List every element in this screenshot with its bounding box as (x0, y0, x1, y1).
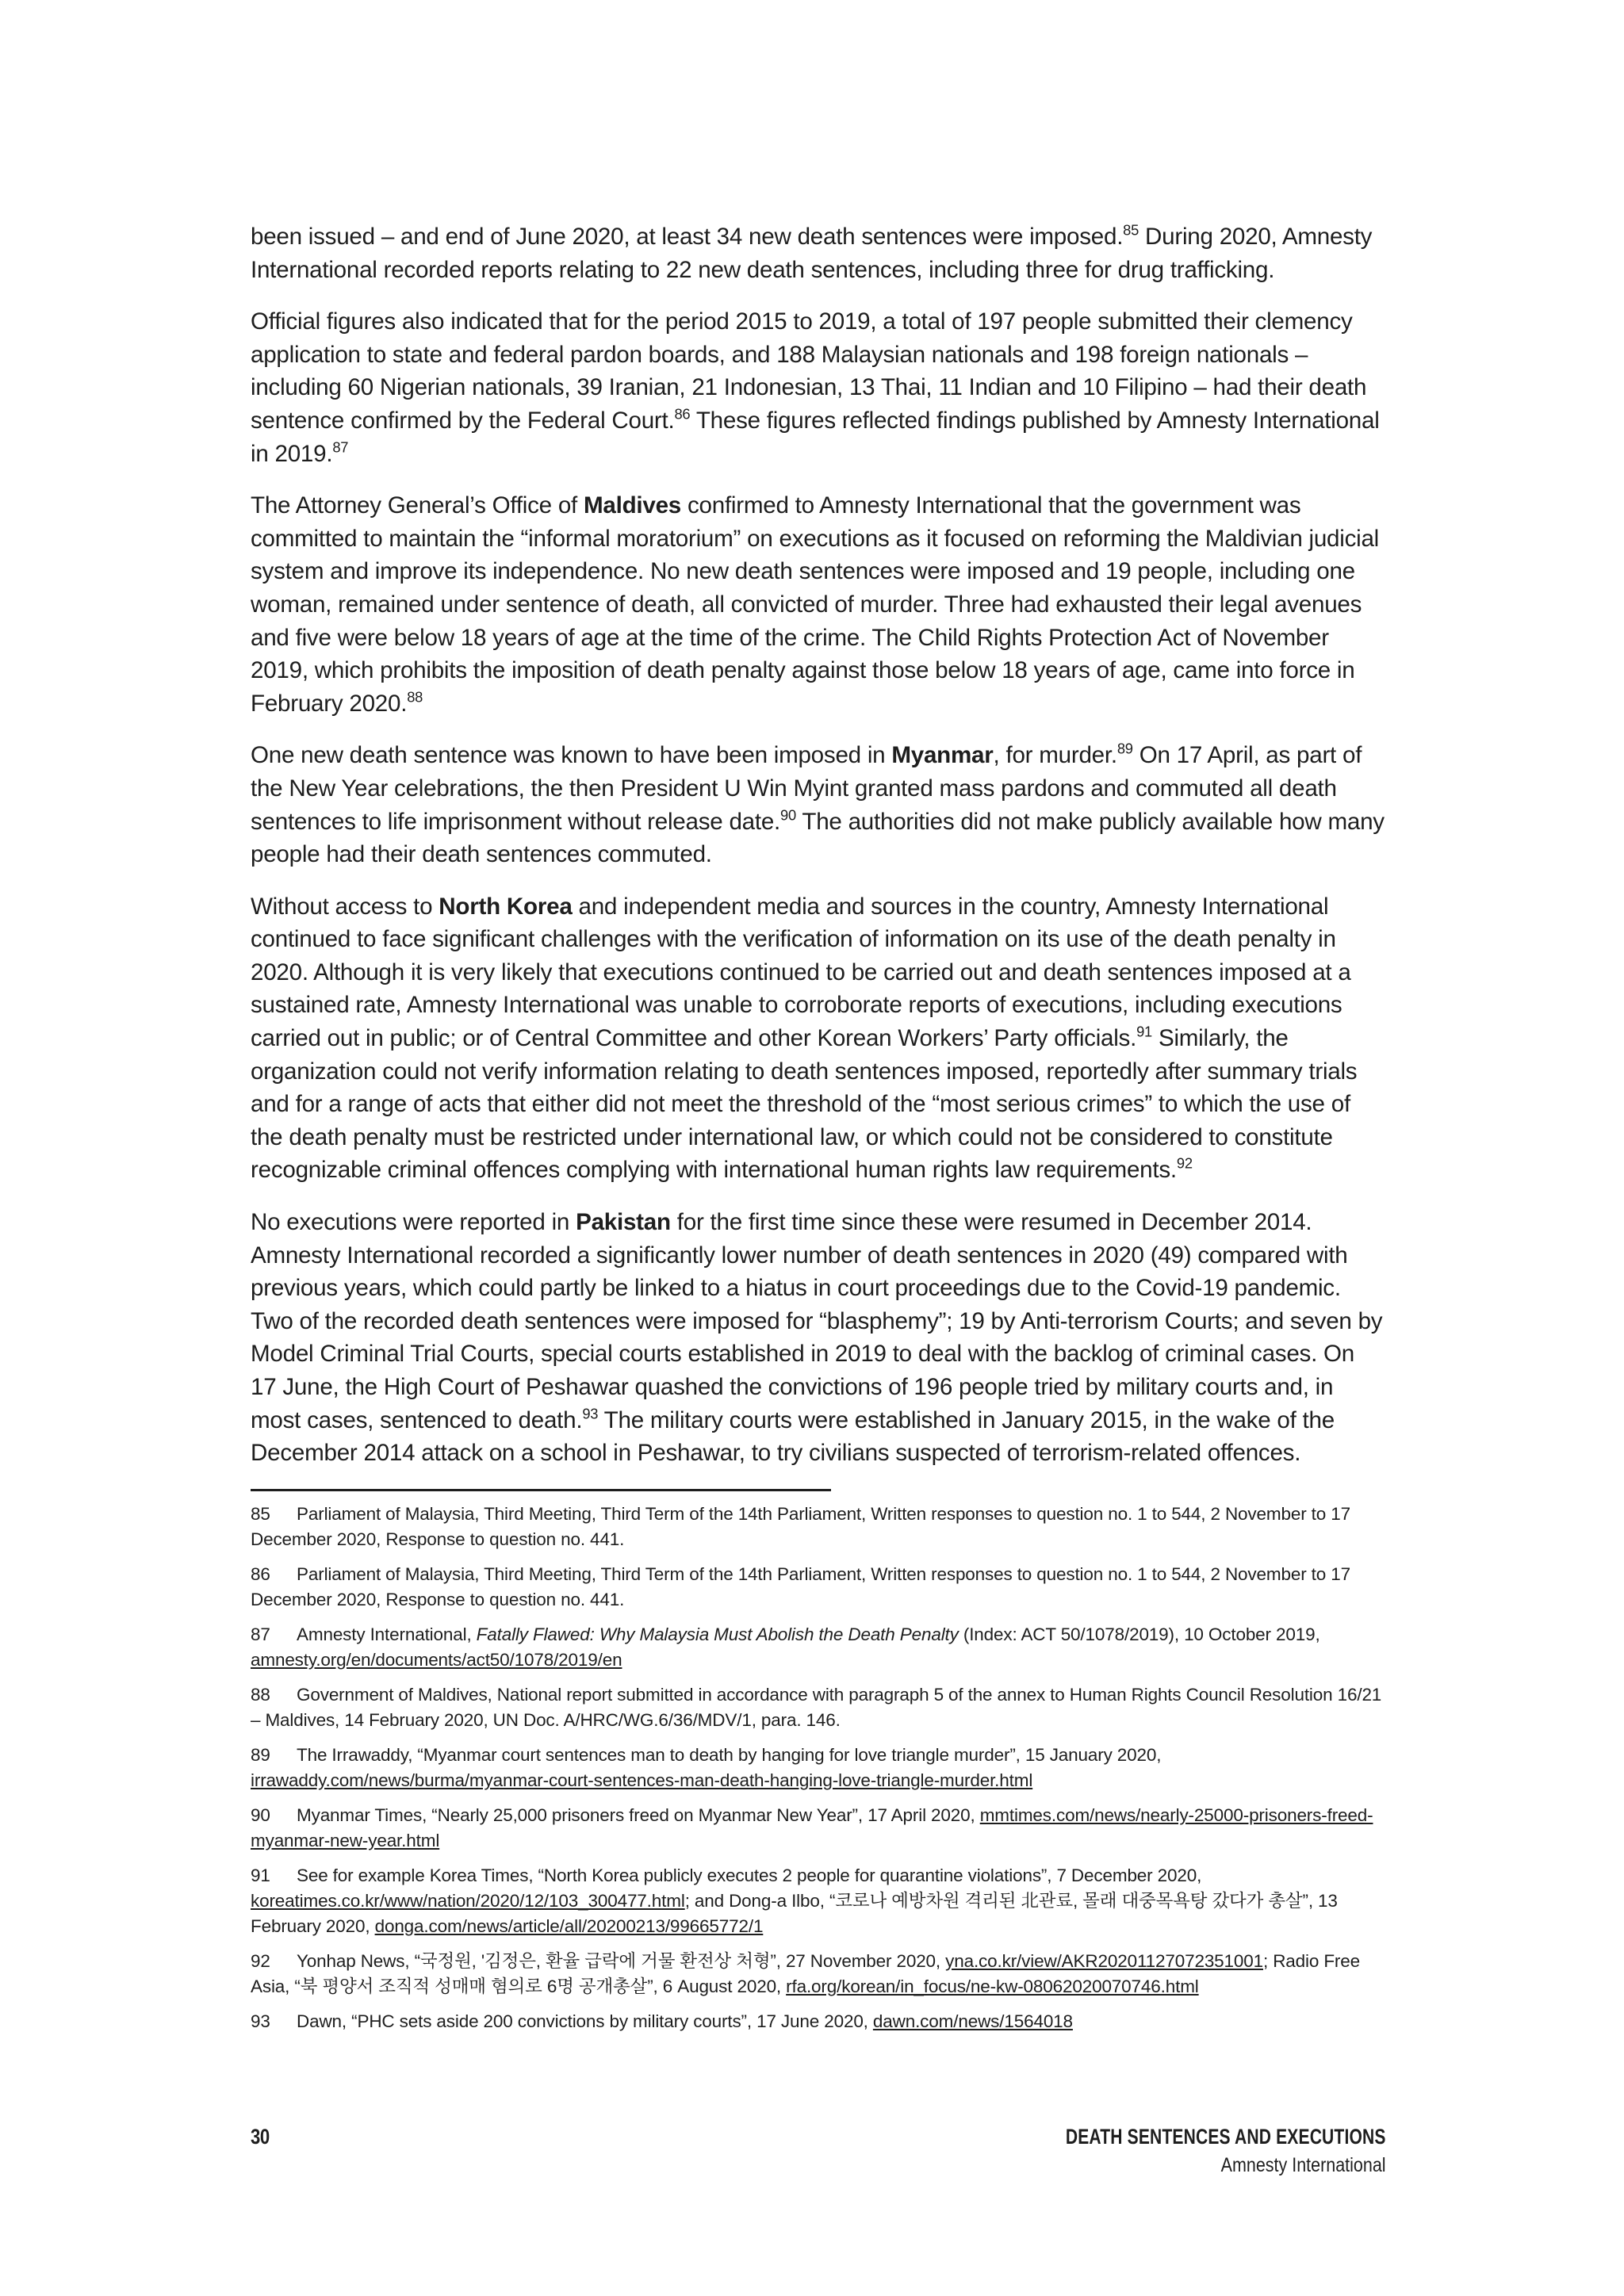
paragraph-myanmar: One new death sentence was known to have been imposed in Myanmar, for murder.$^{89}$ On 17 April, as part of the New Year celebrations, the then President U Win Myint granted mass pardons and commuted all death sentences to life imprisonment without release date.$^{90}$ The authorities did not make publicly available how many people had their death sentences commuted. (251, 740, 1385, 868)
footnotes-section (251, 1502, 1386, 2044)
footnote-ref-92[interactable]: 92 (1176, 1155, 1193, 1173)
footnote-number: 89 (251, 1745, 270, 1765)
footnote-87: 87 Amnesty International, Fatally Flawed: Why Malaysia Must Abolish the Death Penalty (Index: ACT 50/1078/2019), 10 October 2019, amnesty.org/en/documents/act50/1078/2019/en (251, 1622, 1386, 1673)
report-title-italic: Fatally Flawed: Why Malaysia Must Abolish the Death Penalty (476, 1624, 959, 1644)
country-maldives: Maldives (584, 492, 682, 519)
footnote-ref-93[interactable]: 93 (582, 1405, 599, 1422)
paragraph-north-korea: Without access to North Korea and independent media and sources in the country, Amnesty International continued to face significant challenges with the verification of information on its use of the death penalty in 2020. Although it is very likely that executions continued to be carried out and death sentences imposed at a sustained rate, Amnesty International was unable to corroborate reports of executions, including executions carried out in public; or of Central Committee and other Korean Workers’ Party officials.$^{91}$ Similarly, the organization could not verify information relating to death sentences imposed, reportedly after summary trials and for a range of acts that either did not meet the threshold of the “most serious crimes” to which the use of the death penalty must be restricted under international law, or which could not be considered to constitute recognizable criminal offences complying with international human rights law requirements.$^{92}$ (251, 893, 1358, 1184)
footnote-91: 91 See for example Korea Times, “North Korea publicly executes 2 people for quarantine violations”, 7 December 2020, koreatimes.co.kr/www/nation/2020/12/103_300477.html; and Dong-a Ilbo, “코로나 예방차원 격리된 北관료, 몰래 대중목욕탕 갔다가 총살”, 13 February 2020, donga.com/news/article/all/20200213/99665772/1 (251, 1863, 1386, 1939)
footnote-89: 89 The Irrawaddy, “Myanmar court sentences man to death by hanging for love triangle murder”, 15 January 2020, irrawaddy.com/news/burma/myanmar-court-sentences-man-death-hanging-love-triangle-murder.html (251, 1743, 1386, 1793)
report-title: DEATH SENTENCES AND EXECUTIONS (1066, 2125, 1386, 2149)
footnote-text: Government of Maldives, National report submitted in accordance with paragraph 5 of the annex to Human Rights Council Resolution 16/21 – Maldives, 14 February 2020, UN Doc. A/HRC/WG.6/36/MDV/1, para. 146. (251, 1685, 1382, 1730)
footnote-number: 92 (251, 1951, 270, 1971)
body-text (251, 220, 1386, 1489)
publisher-name: Amnesty International (1221, 2154, 1386, 2176)
footnote-number: 93 (251, 2011, 270, 2031)
donga-link[interactable]: donga.com/news/article/all/20200213/99665772/1 (374, 1916, 764, 1936)
rfa-link[interactable]: rfa.org/korean/in_focus/ne-kw-08062020070746.html (786, 1976, 1199, 1996)
footnote-text: Parliament of Malaysia, Third Meeting, Third Term of the 14th Parliament, Written responses to question no. 1 to 544, 2 November to 17 December 2020, Response to question no. 441. (251, 1504, 1350, 1549)
dawn-link[interactable]: dawn.com/news/1564018 (872, 2011, 1073, 2031)
yonhap-link[interactable]: yna.co.kr/view/AKR20201127072351001 (945, 1951, 1263, 1971)
footnote-number: 90 (251, 1805, 270, 1825)
footnote-90: 90 Myanmar Times, “Nearly 25,000 prisoners freed on Myanmar New Year”, 17 April 2020, mmtimes.com/news/nearly-25000-prisoners-freed-myanmar-new-year.html (251, 1803, 1386, 1854)
irrawaddy-link[interactable]: irrawaddy.com/news/burma/myanmar-court-sentences-man-death-hanging-love-triangle-murder.html (251, 1770, 1033, 1790)
footnote-ref-90[interactable]: 90 (780, 806, 796, 824)
page-number: 30 (251, 2125, 270, 2149)
country-pakistan: Pakistan (576, 1209, 671, 1236)
footnote-number: 87 (251, 1624, 270, 1644)
footnote-ref-89[interactable]: 89 (1116, 740, 1133, 757)
footnote-88 (251, 1682, 1386, 1733)
footnote-number: 91 (251, 1866, 270, 1885)
footnote-92: 92 Yonhap News, “국정원, '김정은, 환율 급락에 거물 환전상 처형”, 27 November 2020, yna.co.kr/view/AKR20201127072351001; Radio Free Asia, “북 평양서 조직적 성매매 혐의로 6명 공개총살”, 6 August 2020, rfa.org/korean/in_focus/ne-kw-08062020070746.html (251, 1949, 1386, 1999)
paragraph-malaysia-clemency: Official figures also indicated that for the period 2015 to 2019, a total of 197 people submitted their clemency application to state and federal pardon boards, and 188 Malaysian nationals and 198 foreign nationals – including 60 Nigerian nationals, 39 Iranian, 21 Indonesian, 13 Thai, 11 Indian and 10 Filipino – had their death sentence confirmed by the Federal Court.$^{86}$ These figures reflected findings published by Amnesty International in 2019.87 (251, 308, 1380, 467)
paragraph-malaysia-sentences: been issued – and end of June 2020, at least 34 new death sentences were imposed.$^{85}$ During 2020, Amnesty International recorded reports relating to 22 new death sentences, including three for drug trafficking. (251, 221, 1373, 283)
mmtimes-link[interactable]: mmtimes.com/news/nearly-25000-prisoners-freed-myanmar-new-year.html (251, 1805, 1373, 1850)
paragraph-pakistan: No executions were reported in Pakistan for the first time since these were resumed in December 2014. Amnesty International recorded a significantly lower number of death sentences in 2020 (49) compared with previous years, which could partly be linked to a hiatus in court proceedings due to the Covid-19 pandemic. Two of the recorded death sentences were imposed for “blasphemy”; 19 by Anti-terrorism Courts; and seven by Model Criminal Trial Courts, special courts established in 2019 to deal with the backlog of criminal cases. On 17 June, the High Court of Peshawar quashed the convictions of 196 people tried by military courts and, in most cases, sentenced to death.$^{93}$ The military courts were established in January 2015, in the wake of the December 2014 attack on a school in Peshawar, to try civilians suspected of terrorism-related offences. (251, 1209, 1383, 1467)
running-footer (975, 2125, 1386, 2177)
footnote-85 (251, 1502, 1386, 1552)
koreatimes-link[interactable]: koreatimes.co.kr/www/nation/2020/12/103_300477.html (251, 1891, 685, 1911)
footnote-ref-86[interactable]: 86 (674, 405, 691, 423)
country-myanmar: Myanmar (891, 742, 994, 769)
footnote-ref-85[interactable]: 85 (1123, 221, 1139, 239)
footnote-number: 85 (251, 1504, 270, 1524)
footnote-number: 88 (251, 1685, 270, 1705)
paragraph-maldives: The Attorney General’s Office of Maldives confirmed to Amnesty International that the government was committed to maintain the “informal moratorium” on executions as it focused on reforming the Maldivian judicial system and improve its independence. No new death sentences were imposed and 19 people, including one woman, remained under sentence of death, all convicted of murder. Three had exhausted their legal avenues and five were below 18 years of age at the time of the crime. The Child Rights Protection Act of November 2019, which prohibits the imposition of death penalty against those below 18 years of age, came into force in February 2020.88 (251, 492, 1379, 717)
footnote-86 (251, 1562, 1386, 1613)
footnote-text: Parliament of Malaysia, Third Meeting, Third Term of the 14th Parliament, Written responses to question no. 1 to 544, 2 November to 17 December 2020, Response to question no. 441. (251, 1564, 1350, 1609)
footnote-ref-88[interactable]: 88 (407, 688, 423, 706)
footnote-divider (251, 1489, 831, 1491)
footnote-93: 93 Dawn, “PHC sets aside 200 convictions by military courts”, 17 June 2020, dawn.com/news/1564018 (251, 2009, 1386, 2034)
footnote-number: 86 (251, 1564, 270, 1584)
country-north-korea: North Korea (439, 893, 573, 920)
footnote-ref-87[interactable]: 87 (332, 438, 349, 456)
amnesty-link[interactable]: amnesty.org/en/documents/act50/1078/2019/en (251, 1650, 622, 1670)
footnote-ref-91[interactable]: 91 (1136, 1023, 1152, 1040)
